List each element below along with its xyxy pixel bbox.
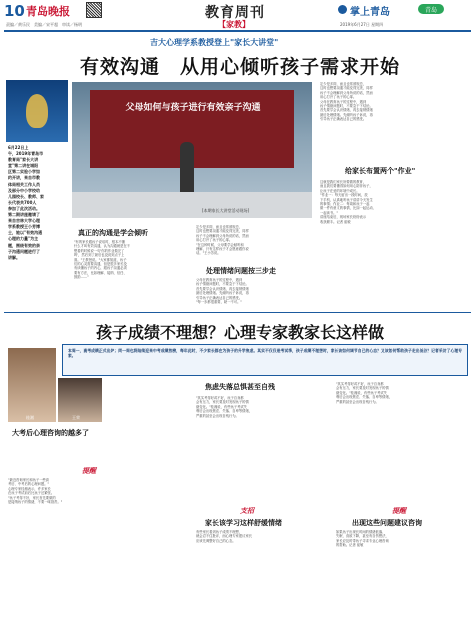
section-heading-homework: 给家长布置两个"作业" — [345, 167, 416, 175]
page-number: 10 — [4, 2, 25, 20]
lead-col4: 这就是我们家长所要做的教育， 而且我们要懂得如何用心陪伴孩子， 让孩子在爱的环境中成长。 "作业一：每天留出一段时间，放 下手机，认真地听孩子讲讲今天发生 的事情；作业二：每周和孩子一起 做一件有意义的事情，比如一起运动、 一起读书。" 讲座结束后，现场家长纷纷表示 收获颇丰。记者 崔敏 — [320, 180, 377, 224]
lead-headline: 有效沟通 从用心倾听孩子需求开始 — [79, 56, 400, 78]
app-badge-label: 青岛 — [425, 7, 438, 14]
guest-photo-2 — [58, 378, 102, 422]
tag-remind-1: 提醒 — [82, 467, 96, 475]
body-col-right-2: 如果孩子出现长时间的情绪低落、 失眠、食欲下降，甚至有自伤想法， 家长应及时带孩子寻求专业心理咨询 的帮助。记者 崔敏 — [336, 530, 389, 548]
section-heading-support: 家长该学习这样舒缓情绪 — [205, 519, 282, 527]
summary-box — [62, 344, 468, 376]
section-heading-consult: 大考后心理咨询的越多了 — [12, 429, 89, 437]
lead-intro: 6月22日上 午，2019年青岛市 教育局"家长大讲 堂"第二讲在城阳 区第二实验小学如 约开讲，来自市教 体局相关工作人员 及部分中小学校幼 儿园校长、教师、家 长代表共700人 参加了此次活动。 第二期讲座邀请了 来自吉林大学心理 学系教授王小芳博 士，她以"有效沟通 心理的力量"为主 题，围绕有效的亲 子沟通问题进行了 讲解。 — [8, 145, 44, 260]
issue-date: 2019年6月27日 星期四 — [340, 22, 384, 27]
tag-tips: 支招 — [240, 507, 254, 515]
lead-kicker: 吉大心理学系教授登上"家长大讲堂" — [150, 38, 279, 47]
stage-floor — [72, 192, 312, 218]
editors-line: 责编／黄乐民 美编／宋平超 审读／杨明 — [6, 22, 82, 27]
event-photo — [72, 82, 312, 218]
body-col-left: "最近咨询家长和孩子一些高 考后、中考后的心理问题。" 心理专家桂湘表示，许多家长 在孩子考试前后比孩子还紧张。 "孩子考得不好，家长首先要做的 是接纳孩子的情绪，不要一味指责。" — [8, 478, 63, 505]
lead-col3: 父母在教育孩子的过程中，遇到 孩子情绪问题时，不要急于下结论。 首先要学会认识情绪，再去接纳情绪 最后处理情绪。先倾听孩子诉说，再 引导孩子正确表达自己的感受。 "每一步都很重要，缺一不可。" — [196, 278, 249, 305]
lead-col1: "有的家长跟孩子说话时，根本不懂 什么才叫有效沟通，认为沟通就是在不 想看的时候说一句'你的作业做完了 吗'，然后到了最后也没说到点子上 面。"王教授说。"大家都知道，孩子 们的心灵需要沟通，但是很多家长没 有读懂孩子的内心，跟孩子沟通必须 要有方法，比如理解、接纳、信任、 鼓励……" — [74, 240, 131, 280]
header-rule — [4, 30, 471, 32]
section-heading-emotion: 处理情绪问题按三步走 — [206, 267, 276, 275]
body-col-mid-2: 有些家长看到孩子成绩不理想， 就会忍不住批评，而心理专家建议家长 应该先调整好自己的心态。 — [196, 530, 253, 543]
second-headline: 孩子成绩不理想？心理专家教家长这样做 — [95, 323, 384, 342]
promo-flame-icon — [26, 94, 48, 128]
masthead — [0, 0, 475, 32]
paper-name: 青岛晚报 — [26, 5, 70, 18]
section-title: 教育周刊 — [205, 5, 265, 21]
tag-remind-2: 提醒 — [392, 507, 406, 515]
lead-right-col: 定少是多即，而且也常被规忌， 这时也想要沟通才能变得完美，同样 孩子不会理解到父母所说的话，然而 用心打开了孩子的心扉。 父母在教育孩子的过程中，遇到 孩子情绪问题时，不要急于下结论。 首先要学会认识情绪，再去接纳情绪 最后处理情绪。先倾听孩子诉说，再 引导孩子正确表达自己的感受。 — [320, 82, 373, 122]
section-heading-anxiety: 焦虑失落总惧甚至自残 — [205, 383, 275, 391]
section-heading-advice: 出现这些问题建议咨询 — [352, 519, 422, 527]
guest-photo-1-caption: 桂湘 — [26, 415, 34, 420]
guest-photo-1 — [8, 348, 56, 422]
app-logo-icon — [338, 5, 347, 14]
photo-caption: [本期家长大讲堂活动现场] — [202, 208, 250, 213]
body-col-right: "其实考得好或不好，孩子自身都 会有压力，家长要及时发现孩子的情 绪变化。"桂湘说，有些孩子考试失 利后会出现焦虑、失落、自卑等情绪， 严重的甚至会出现自残行为。 — [336, 382, 393, 404]
summary-text: 本周一，高考成绩正式出炉；同一周也将陆续迎来中考成绩放榜，每年此时，不少家长都在为孩子的升学焦虑。其实不仅仅是考试季，孩子成绩不理想时，家长该如何调节自己的心态？又该如何帮助孩子走出低谷？记者采访了心理专家。 — [68, 348, 462, 358]
story-divider — [4, 312, 471, 313]
section-heading-listen: 真正的沟通是学会倾听 — [78, 229, 148, 237]
guest-photo-2-caption: 王荣 — [72, 415, 80, 420]
section-subtitle: 【家教】 — [218, 20, 250, 29]
screen-slide-title: 父母如何与孩子进行有效亲子沟通 — [125, 103, 261, 113]
lead-col2: 定少是多即，而且也常被规忌， 这时也想要沟通才能变得完美，同样 孩子不会理解到父母所说的话，然而 用心打开了孩子的心扉。 "在这种时候，父母要学会倾听和 理解，只有这样孩子才会愿意跟你说 话。"王小芳说。 — [196, 225, 249, 256]
body-col-mid: "其实考得好或不好，孩子自身都 会有压力，家长要及时发现孩子的情 绪变化。"桂湘说，有些孩子考试失 利后会出现焦虑、失落、自卑等情绪， 严重的甚至会出现自残行为。 — [196, 396, 253, 418]
promo-graphic — [6, 80, 68, 142]
speaker-figure — [180, 142, 194, 192]
qr-code[interactable] — [86, 2, 102, 18]
app-name: 掌上青岛 — [350, 7, 390, 18]
